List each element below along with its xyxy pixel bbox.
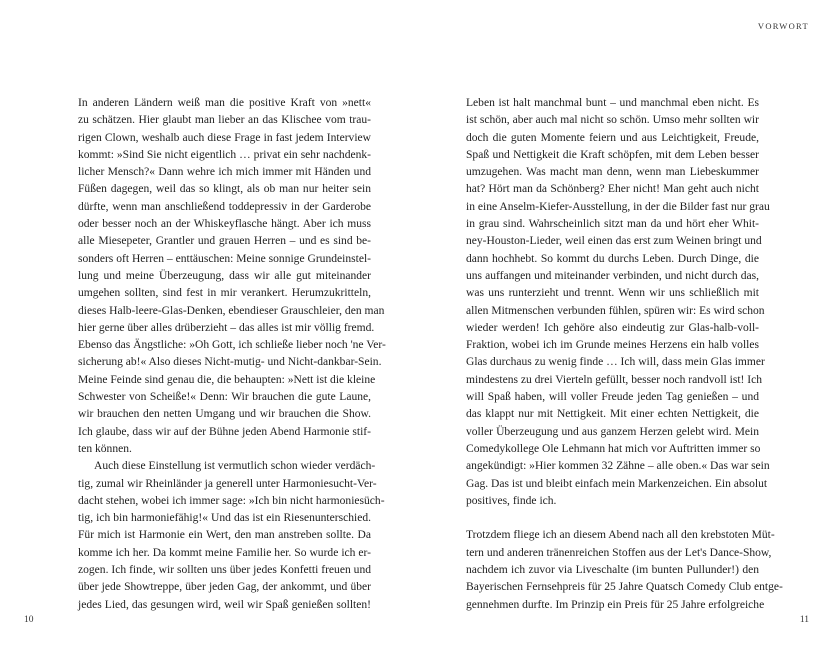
text-line: Für mich ist Harmonie ein Wert, den man anstreben sollte. Da bbox=[78, 529, 371, 542]
text-line: dürfte, wenn man anschließend toddepressiv in der Garderobe bbox=[78, 200, 371, 213]
text-line: Schwester von Scheiße!« Denn: Wir brauchen die gute Laune, bbox=[78, 391, 371, 404]
text-line: doch die guten Momente feiern und aus Leichtigkeit, Freude, bbox=[466, 131, 759, 144]
text-line: nachdem ich zuvor via Liveschalte (im bunten Pullunder!) den bbox=[466, 564, 759, 577]
text-line: In anderen Ländern weiß man die positive Kraft von »nett« bbox=[78, 97, 371, 109]
page-number-right: 11 bbox=[799, 615, 809, 625]
text-line: sicherung ab!« Also dieses Nicht-mutig- und Nicht-dankbar-Sein. bbox=[78, 356, 382, 369]
text-line: voller Überzeugung und aus ganzem Herzen gelebt wird. Mein bbox=[466, 425, 759, 438]
text-line: oder besser noch an der Whiskeyflasche hängt. Aber ich muss bbox=[78, 218, 371, 231]
left-page bbox=[0, 0, 416, 648]
text-line: positives, finde ich. bbox=[466, 494, 557, 507]
text-line: alle Miesepeter, Grantler und grauen Herren – und es sind be- bbox=[78, 235, 371, 248]
text-line: wieder werden! Ich gehöre also eindeutig zur Glas-halb-voll- bbox=[466, 321, 759, 334]
text-line: was uns runterzieht und trennt. Wenn wir uns schließlich mit bbox=[466, 287, 759, 300]
text-line: ist schön, aber auch mal nicht so schön. Umso mehr sollten wir bbox=[466, 114, 759, 127]
text-line: Fraktion, wobei ich im Grunde meines Herzens ein halb volles bbox=[466, 339, 759, 352]
text-line: Bayerischen Fernsehpreis für 25 Jahre Quatsch Comedy Club entge- bbox=[466, 581, 783, 594]
text-line: dacht stehen, wobei ich immer sage: »Ich bin nicht harmoniesüch- bbox=[78, 494, 385, 507]
text-line: hat? Hört man da Schönberg? Eher nicht! Man geht auch nicht bbox=[466, 183, 759, 196]
right-page-body bbox=[466, 95, 783, 614]
text-line: ten können. bbox=[78, 442, 132, 455]
page-number-left: 10 bbox=[24, 615, 34, 625]
text-line: Füßen dagegen, weil das so klingt, als ob man nur heiter sein bbox=[78, 183, 371, 196]
text-line: tig, zumal wir Rheinländer ja generell unter Harmoniesucht-Ver- bbox=[78, 477, 377, 490]
text-line: komme ich her. Da kommt meine Familie her. So wurde ich er- bbox=[78, 546, 371, 559]
text-line: in eine Anselm-Kiefer-Ausstellung, in der die Bilder fast nur grau bbox=[466, 200, 770, 213]
text-line: lung und meine Überzeugung, dass wir alle gut miteinander bbox=[78, 269, 371, 282]
text-line: tern und anderen tränenreichen Stoffen aus der Let's Dance-Show, bbox=[466, 546, 772, 559]
text-line: Leben ist halt manchmal bunt – und manchmal eben nicht. Es bbox=[466, 97, 759, 109]
text-line: Trotzdem fliege ich an diesem Abend nach all den krebstoten Müt- bbox=[466, 529, 775, 542]
text-line: will Spaß haben, will voller Freude jeden Tag genießen – und bbox=[466, 391, 759, 404]
text-line: dieses Halb-leere-Glas-Denken, ebendieser Grauschleier, den man bbox=[78, 304, 385, 317]
text-line: Ich glaube, dass wir auf der Bühne jeden Abend Harmonie stif- bbox=[78, 425, 371, 438]
text-line: jedes Lied, das gesungen wird, weil wir Spaß genießen sollten! bbox=[78, 598, 371, 611]
text-line: Meine Feinde sind genau die, die behaupten: »Nett ist die kleine bbox=[78, 373, 376, 386]
text-line: zu schätzen. Hier glaubt man lieber an das Klischee vom trau- bbox=[78, 114, 371, 127]
text-line: mindestens zu drei Vierteln gefüllt, besser noch randvoll ist! Ich bbox=[466, 373, 763, 386]
text-line: Spaß und Nettigkeit die Kraft schöpfen, mit dem Leben besser bbox=[466, 148, 759, 161]
text-line: dann hochhebt. So kommt du durchs Leben. Durch Dinge, die bbox=[466, 252, 759, 265]
text-line: licher Mensch?« Dann wehre ich mich immer mit Händen und bbox=[78, 166, 371, 179]
text-line: umgehen sollten, sind fest in mir verankert. Herumzukritteln, bbox=[78, 287, 371, 300]
text-line: wir brauchen den netten Umgang und wir brauchen die Show. bbox=[78, 408, 371, 421]
text-line: Auch diese Einstellung ist vermutlich schon wieder verdäch- bbox=[94, 460, 376, 473]
text-line: in grau sind. Wahrscheinlich sitzt man da und hört eher Whit- bbox=[466, 218, 759, 231]
left-page-body bbox=[78, 95, 386, 614]
text-line: allen Mitmenschen verbunden fühlen, spüren wir: Es wird schon bbox=[466, 304, 765, 317]
text-line: kommt: »Sind Sie nicht eigentlich … privat ein sehr nachdenk- bbox=[78, 148, 371, 161]
text-line: Ebenso das Ängstliche: »Oh Gott, ich schließe lieber noch 'ne Ver- bbox=[78, 339, 386, 352]
text-line: zogen. Ich finde, wir sollten uns über jedes Konfetti freuen und bbox=[78, 564, 371, 577]
text-line: Gag. Das ist und bleibt einfach mein Markenzeichen. Ein absolut bbox=[466, 477, 768, 490]
text-line: rigen Clown, weshalb auch diese Frage in fast jedem Interview bbox=[78, 131, 371, 144]
text-line: gennehmen durfte. Im Prinzip ein Preis für 25 Jahre erfolgreiche bbox=[466, 598, 765, 611]
text-line: Glas durchaus zu wenig finde … Ich will, dass mein Glas immer bbox=[466, 356, 765, 369]
text-line: hier gerne über alles drüberzieht – das alles ist mir völlig fremd. bbox=[78, 321, 375, 334]
paragraph-gap bbox=[466, 510, 759, 527]
running-header: VORWORT bbox=[757, 21, 809, 31]
text-line: Comedykollege Ole Lehmann hat mich vor Auftritten immer so bbox=[466, 442, 761, 455]
text-line: über jede Showtreppe, über jeden Gag, der ankommt, und über bbox=[78, 581, 371, 594]
text-line: das klappt nur mit Nettigkeit. Mit einer echten Nettigkeit, die bbox=[466, 408, 759, 421]
text-line: tig, ich bin harmoniefähig!« Und das ist ein Riesenunterschied. bbox=[78, 512, 371, 525]
right-page bbox=[417, 0, 833, 648]
text-line: ney-Houston-Lieder, weil einen das erst zum Weinen bringt und bbox=[466, 235, 762, 248]
text-line: angekündigt: »Hier kommen 32 Zähne – alle oben.« Das war sein bbox=[466, 460, 770, 473]
text-line: sonders oft Herren – enttäuschen: Meine sonnige Grundeinstel- bbox=[78, 252, 371, 265]
text-line: uns auffangen und miteinander verbinden, und nicht durch das, bbox=[466, 269, 759, 282]
text-line: umzugehen. Was macht man denn, wenn man Liebeskummer bbox=[466, 166, 759, 179]
